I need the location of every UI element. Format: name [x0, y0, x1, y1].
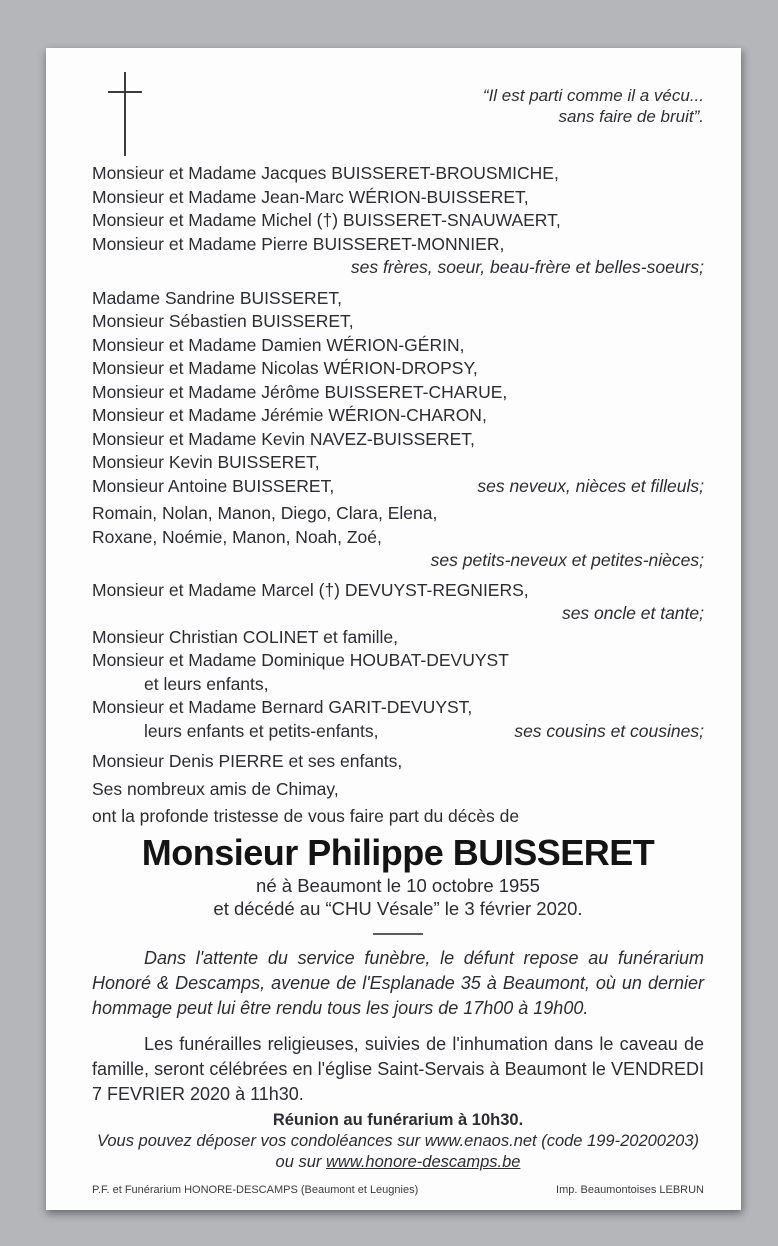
condolences-line2-prefix: ou sur	[275, 1152, 326, 1171]
mourner-line: Monsieur et Madame Pierre BUISSERET-MONNIER,	[92, 233, 505, 254]
funeral-home-credit: P.F. et Funérarium HONORE-DESCAMPS (Beaumont et Leugnies)	[92, 1183, 419, 1196]
mourner-line: Monsieur et Madame Bernard GARIT-DEVUYST,	[92, 697, 473, 717]
wake-paragraph: Dans l'attente du service funèbre, le défunt repose au funérarium Honoré & Descamps, avenue de l'Esplanade 35 à Beaumont, où un dernier hommage peut lui être rendu tous les jours de 17h00 à 19h00.	[92, 947, 704, 1018]
epitaph-quote-line1: “Il est parti comme il a vécu...	[482, 86, 704, 105]
mourner-line: Monsieur et Madame Michel (†) BUISSERET-SNAUWAERT,	[92, 210, 561, 230]
mourner-line: Monsieur et Madame Jérémie WÉRION-CHARON,	[92, 405, 487, 425]
mourner-line: Monsieur et Madame Jean-Marc WÉRION-BUISSERET,	[92, 186, 529, 207]
condolences-line1: Vous pouvez déposer vos condoléances sur www.enaos.net (code 199-20200203)	[96, 1131, 700, 1150]
mourner-line: Romain, Nolan, Manon, Diego, Clara, Elena,	[92, 503, 438, 523]
mourners-list	[92, 162, 704, 829]
mourner-line: Monsieur et Madame Damien WÉRION-GÉRIN,	[92, 334, 465, 355]
mourner-line: Monsieur et Madame Dominique HOUBAT-DEVUYST	[92, 650, 509, 670]
mourner-line: Monsieur Kevin BUISSERET,	[92, 452, 320, 472]
condolences-line2	[92, 1152, 704, 1173]
announcement-intro: ont la profonde tristesse de vous faire part du décès de	[92, 806, 520, 826]
death-announcement-card	[46, 48, 741, 1210]
honore-descamps-link[interactable]: www.honore-descamps.be	[326, 1152, 521, 1171]
mourner-line: Madame Sandrine BUISSERET,	[92, 287, 342, 308]
mourner-line: Monsieur et Madame Nicolas WÉRION-DROPSY,	[92, 358, 478, 378]
mourner-line: Ses nombreux amis de Chimay,	[92, 778, 339, 799]
deceased-death: et décédé au “CHU Vésale” le 3 février 2020.	[213, 897, 583, 919]
epitaph-quote	[483, 85, 704, 127]
mourner-line: Monsieur et Madame Jacques BUISSERET-BROUSMICHE,	[92, 163, 559, 183]
deceased-birth: né à Beaumont le 10 octobre 1955	[256, 874, 540, 896]
mourner-line: Monsieur Sébastien BUISSERET,	[92, 311, 354, 331]
relation-note: ses neveux, nièces et filleuls;	[477, 475, 704, 496]
relation-note: ses cousins et cousines;	[514, 720, 704, 741]
mourner-name: Monsieur Antoine BUISSERET,	[92, 475, 335, 496]
relation-note: ses frères, soeur, beau-frère et belles-soeurs;	[350, 257, 704, 277]
mourner-line	[92, 720, 704, 744]
mourner-line: Monsieur et Madame Marcel (†) DEVUYST-REGNIERS,	[92, 579, 529, 600]
condolences-block	[92, 1131, 704, 1173]
mourner-line: Monsieur Christian COLINET et famille,	[92, 626, 399, 647]
deceased-name: Monsieur Philippe BUISSERET	[141, 831, 655, 873]
printer-credit: Imp. Beaumontoises LEBRUN	[556, 1183, 704, 1196]
cross-icon	[108, 72, 142, 156]
reunion-note: Réunion au funérarium à 10h30.	[272, 1110, 524, 1129]
mourner-line	[92, 475, 704, 499]
funeral-paragraph: Les funérailles religieuses, suivies de l'inhumation dans le caveau de famille, seront célébrées en l'église Saint-Servais à Beaumont le VENDREDI 7 FEVRIER 2020 à 11h30.	[92, 1033, 704, 1104]
mourner-line: et leurs enfants,	[144, 673, 269, 694]
mourner-line: Monsieur et Madame Jérôme BUISSERET-CHARUE,	[92, 381, 508, 402]
card-footer	[92, 1184, 704, 1196]
relation-note: ses petits-neveux et petites-nièces;	[430, 550, 704, 570]
epitaph-quote-line2: sans faire de bruit”.	[558, 107, 704, 126]
relation-note: ses oncle et tante;	[561, 603, 704, 623]
card-header	[92, 72, 704, 160]
mourner-line: Roxane, Noémie, Manon, Noah, Zoé,	[92, 526, 382, 547]
mourner-line: Monsieur et Madame Kevin NAVEZ-BUISSERET,	[92, 428, 475, 449]
section-divider	[373, 933, 423, 935]
mourner-name: leurs enfants et petits-enfants,	[144, 720, 379, 741]
mourner-line: Monsieur Denis PIERRE et ses enfants,	[92, 751, 403, 771]
